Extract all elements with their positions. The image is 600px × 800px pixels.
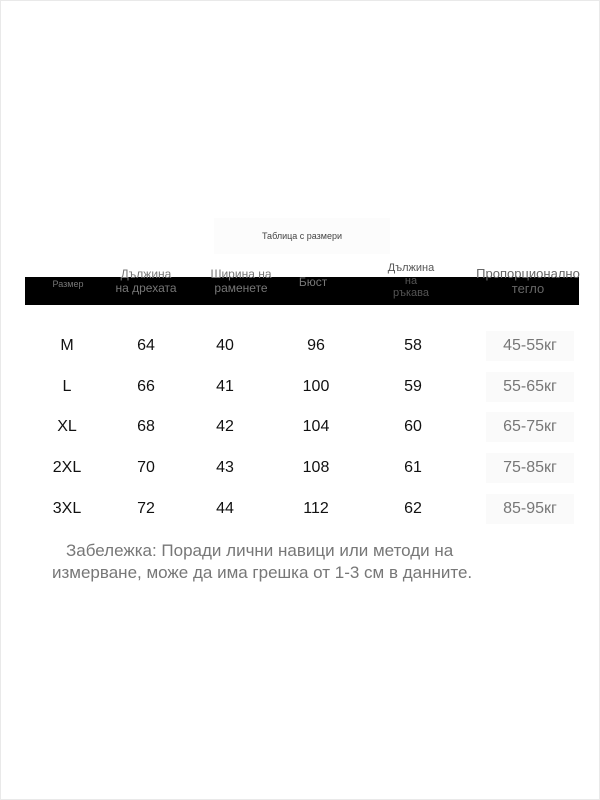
header-garment-length (108, 268, 184, 296)
cell-size: 3XL (52, 500, 82, 517)
cell-bust: 108 (302, 459, 330, 476)
note-line-2: измерване, може да има грешка от 1-3 см в данните. (52, 563, 473, 582)
table-row (0, 331, 600, 361)
cell-shoulder: 41 (216, 378, 234, 395)
header-bust (288, 276, 338, 290)
cell-sleeve: 58 (404, 337, 422, 354)
cell-length: 68 (137, 418, 155, 435)
header-shoulder-width (200, 268, 282, 296)
cell-shoulder: 40 (216, 337, 234, 354)
cell-bust: 112 (303, 500, 329, 517)
cell-size: L (62, 378, 72, 395)
table-row (0, 453, 600, 483)
cell-weight: 45-55кг (486, 331, 574, 361)
cell-shoulder: 43 (216, 459, 234, 476)
table-row (0, 412, 600, 442)
table-title: Таблица с размери (214, 218, 390, 254)
header-length-line2: на дрехата (115, 280, 177, 295)
cell-bust: 100 (302, 378, 330, 395)
header-length-line1: Дължина (120, 267, 172, 281)
cell-weight: 75-85кг (486, 453, 574, 483)
cell-weight: 65-75кг (486, 412, 574, 442)
header-weight-line1: Пропорционално (476, 266, 580, 281)
header-weight-line2: тегло (511, 280, 545, 296)
cell-sleeve: 59 (404, 378, 422, 395)
cell-shoulder: 44 (216, 500, 234, 517)
cell-size: XL (57, 418, 77, 435)
header-sleeve-line3: ръкава (392, 287, 429, 300)
cell-weight: 85-95кг (486, 494, 574, 524)
cell-size: 2XL (52, 459, 82, 476)
header-shoulder-line1: Ширина на (210, 267, 272, 281)
measurement-note (40, 540, 560, 584)
header-shoulder-line2: раменете (214, 280, 268, 295)
cell-shoulder: 42 (216, 418, 234, 435)
cell-length: 72 (137, 500, 155, 517)
cell-sleeve: 62 (404, 500, 422, 517)
header-proportional-weight (460, 267, 596, 297)
header-size (36, 279, 100, 289)
table-row (0, 494, 600, 524)
cell-weight: 55-65кг (486, 372, 574, 402)
cell-bust: 104 (302, 418, 330, 435)
header-bust-label: Бюст (298, 275, 328, 289)
header-size-label: Размер (52, 279, 84, 289)
header-sleeve-line1: Дължина (387, 262, 435, 274)
cell-size: M (60, 337, 74, 354)
cell-length: 70 (137, 459, 155, 476)
cell-length: 66 (137, 378, 155, 395)
header-sleeve-length (374, 262, 448, 300)
cell-bust: 96 (307, 337, 325, 354)
cell-length: 64 (137, 337, 155, 354)
header-sleeve-line2: на (404, 274, 418, 287)
cell-sleeve: 60 (404, 418, 422, 435)
cell-sleeve: 61 (404, 459, 422, 476)
note-line-1: Забележка: Поради лични навици или методи на (66, 541, 454, 560)
table-row (0, 372, 600, 402)
